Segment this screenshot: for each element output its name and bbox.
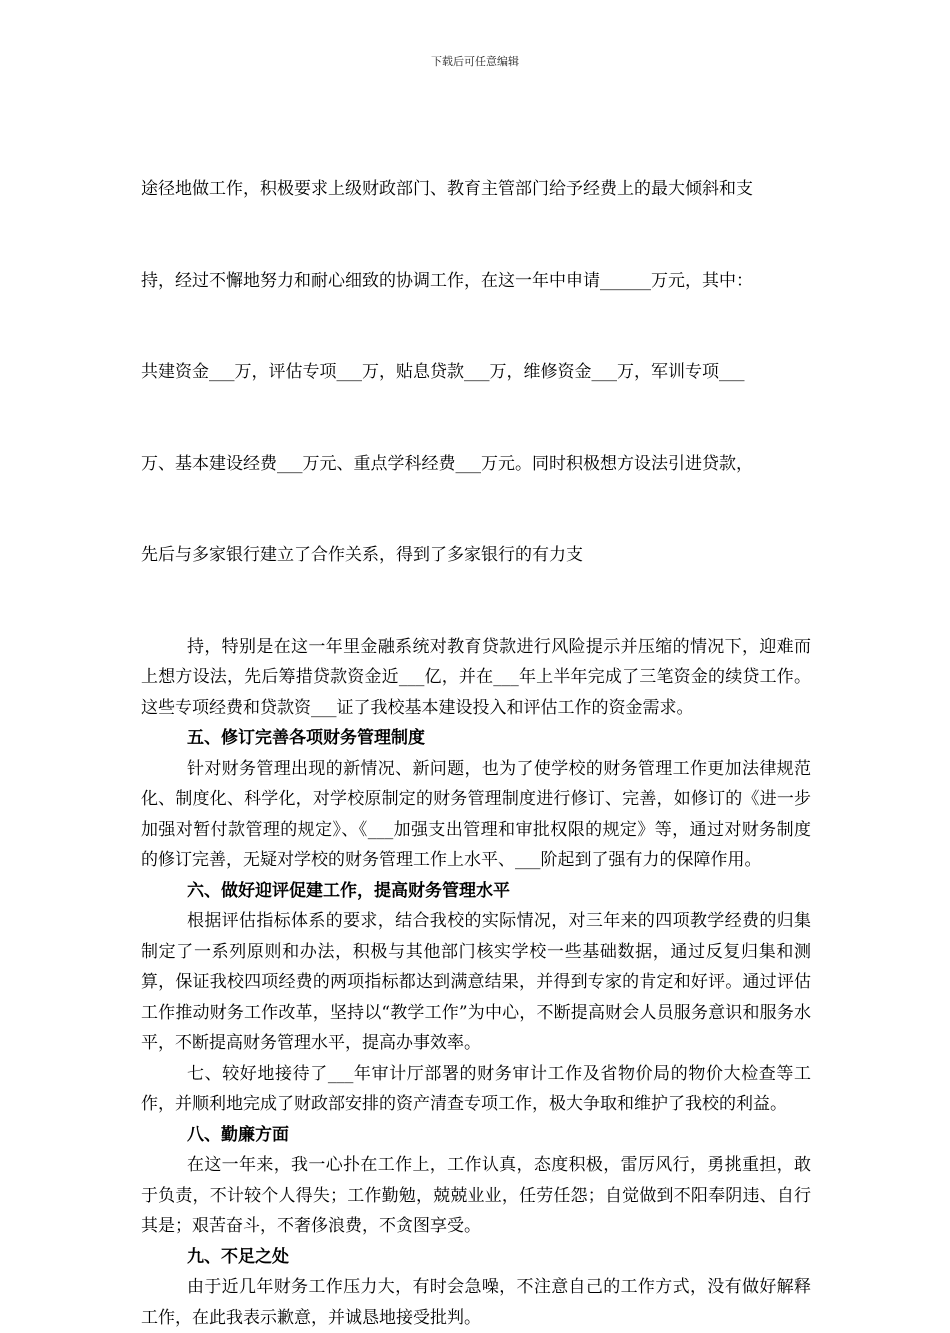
section-heading-6: 六、做好迎评促建工作，提高财务管理水平 bbox=[187, 880, 510, 901]
page-header: 下载后可任意编辑 bbox=[431, 55, 519, 68]
paragraph-line: 途径地做工作，积极要求上级财政部门、教育主管部门给予经费上的最大倾斜和支 bbox=[141, 179, 753, 199]
paragraph-integrity: 在这一年来，我一心扑在工作上，工作认真，态度积极，雷厉风行，勇挑重担，敢于负责，不计较个人得失；工作勤勉，兢兢业业，任劳任怨；自觉做到不阳奉阴违、自行其是；艰苦奋斗，不奢侈浪费，不贪图享受。 bbox=[141, 1155, 811, 1236]
paragraph-loans: 持，特别是在这一年里金融系统对教育贷款进行风险提示并压缩的情况下，迎难而上想方设法，先后筹措贷款资金近___亿，并在___年上半年完成了三笔资金的续贷工作。这些专项经费和贷款资___证了我校基本建设投入和评估工作的资金需求。 bbox=[141, 636, 811, 718]
section-heading-9: 九、不足之处 bbox=[187, 1246, 289, 1267]
paragraph-audit: 七、较好地接待了___年审计厅部署的财务审计工作及省物价局的物价大检查等工作，并顺利地完成了财政部安排的资产清查专项工作，极大争取和维护了我校的利益。 bbox=[141, 1063, 811, 1114]
section-heading-8: 八、勤廉方面 bbox=[187, 1124, 289, 1145]
paragraph-funding bbox=[141, 113, 811, 632]
paragraph-line: 持，经过不懈地努力和耐心细致的协调工作，在这一年中申请______万元，其中： bbox=[141, 270, 753, 291]
section-heading-5: 五、修订完善各项财务管理制度 bbox=[187, 728, 425, 748]
paragraph-line: 共建资金___万，评估专项___万，贴息贷款___万，维修资金___万，军训专项___ bbox=[141, 362, 745, 382]
paragraph-shortcomings: 由于近几年财务工作压力大，有时会急噪，不注意自己的工作方式，没有做好解释工作，在此我表示歉意，并诚恳地接受批判。 bbox=[141, 1277, 811, 1328]
paragraph-line: 先后与多家银行建立了合作关系，得到了多家银行的有力支 bbox=[141, 545, 583, 565]
document-body bbox=[141, 113, 811, 1333]
paragraph-evaluation: 根据评估指标体系的要求，结合我校的实际情况，对三年来的四项教学经费的归集制定了一系列原则和办法，积极与其他部门核实学校一些基础数据，通过反复归集和测算，保证我校四项经费的两项指标都达到满意结果，并得到专家的肯定和好评。通过评估工作推动财务工作改革，坚持以“教学工作”为中心，不断提高财会人员服务意识和服务水平，不断提高财务管理水平，提高办事效率。 bbox=[141, 911, 811, 1053]
paragraph-line: 万、基本建设经费___万元、重点学科经费___万元。同时积极想方设法引进贷款， bbox=[141, 453, 753, 474]
paragraph-regulations: 针对财务管理出现的新情况、新问题，也为了使学校的财务管理工作更加法律规范化、制度化、科学化，对学校原制定的财务管理制度进行修订、完善，如修订的《进一步加强对暂付款管理的规定》、《___加强支出管理和审批权限的规定》等，通过对财务制度的修订完善，无疑对学校的财务管理工作上水平、___阶起到了强有力的保障作用。 bbox=[141, 758, 811, 870]
